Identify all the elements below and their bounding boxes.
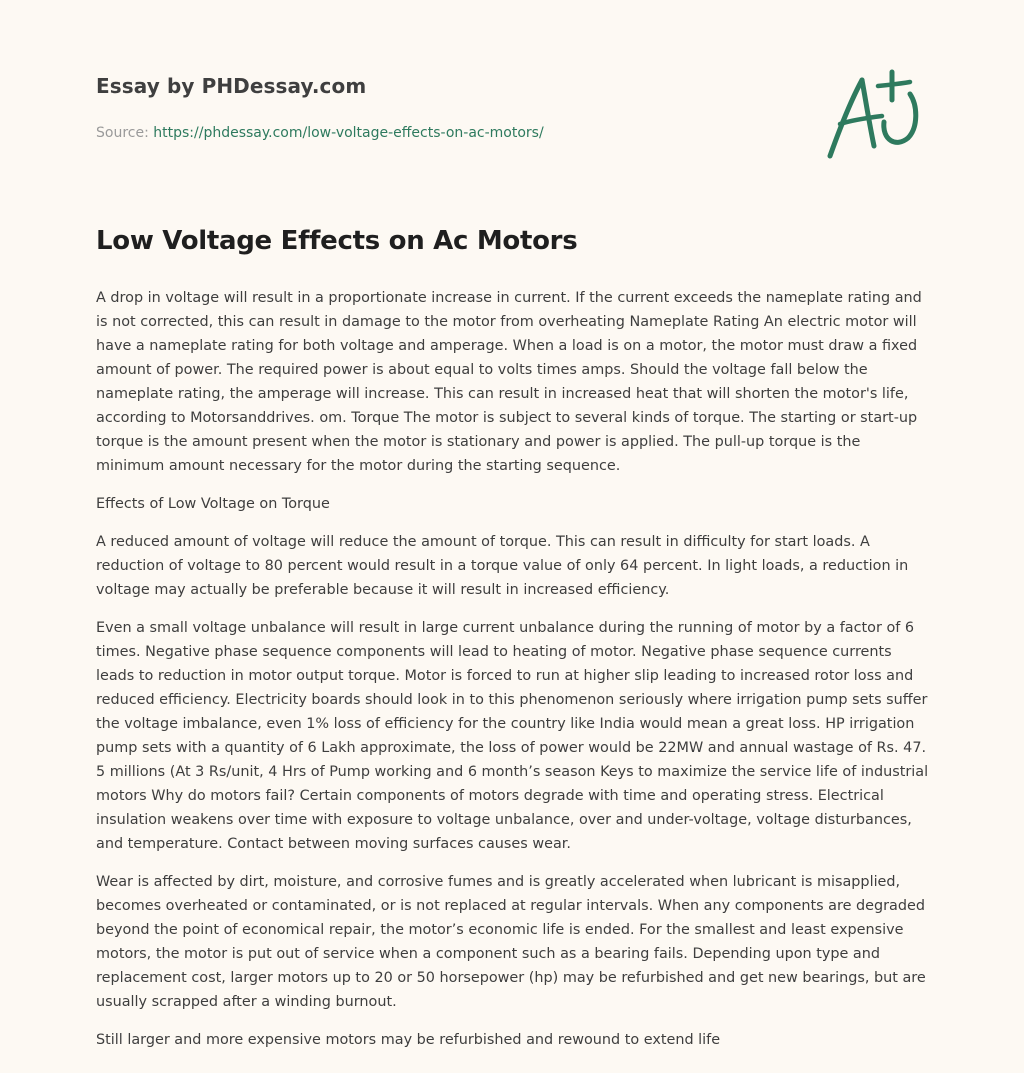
a-plus-grade-icon (822, 66, 926, 162)
source-label: Source: (96, 125, 149, 141)
brand-title: Essay by PHDessay.com (96, 74, 367, 98)
paragraph: Wear is affected by dirt, moisture, and corrosive fumes and is greatly accelerated when lubricant is misapplied, becomes overheated or contaminated, or is not replaced at regular intervals. When any components are degraded beyond the point of economical repair, the motor’s economic life is ended. For the smallest and least expensive motors, the motor is put out of service when a component such as a bearing fails. Depending upon type and replacement cost, larger motors up to 20 or 50 horsepower (hp) may be refurbished and get new bearings, but are usually scrapped after a winding burnout. (96, 874, 926, 1010)
article-body (96, 286, 929, 1066)
paragraph: Even a small voltage unbalance will result in large current unbalance during the running of motor by a factor of 6 times. Negative phase sequence components will lead to heating of motor. Negative phase sequence currents leads to reduction in motor output torque. Motor is forced to run at higher slip leading to increased rotor loss and reduced efficiency. Electricity boards should look in to this phenomenon seriously where irrigation pump sets suffer the voltage imbalance, even 1% loss of efficiency for the country like India would mean a great loss. HP irrigation pump sets with a quantity of 6 Lakh approximate, the loss of power would be 22MW and annual wastage of Rs. 47. 5 millions (At 3 Rs/unit, 4 Hrs of Pump working and 6 month’s season Keys to maximize the service life of industrial motors Why do motors fail? Certain components of motors degrade with time and operating stress. Electrical insulation weakens over time with exposure to voltage unbalance, over and under-voltage, voltage disturbances, and temperature. Contact between moving surfaces causes wear. (96, 620, 929, 852)
source-link[interactable]: https://phdessay.com/low-voltage-effects-on-ac-motors/ (153, 125, 544, 141)
paragraph: Still larger and more expensive motors may be refurbished and rewound to extend life (96, 1032, 721, 1048)
paragraph: A drop in voltage will result in a proportionate increase in current. If the current exceeds the nameplate rating and is not corrected, this can result in damage to the motor from overheating Nameplate Rating An electric motor will have a nameplate rating for both voltage and amperage. When a load is on a motor, the motor must draw a fixed amount of power. The required power is about equal to volts times amps. Should the voltage fall below the nameplate rating, the amperage will increase. This can result in increased heat that will shorten the motor's life, according to Motorsanddrives. om. Torque The motor is subject to several kinds of torque. The starting or start-up torque is the amount present when the motor is stationary and power is applied. The pull-up torque is the minimum amount necessary for the motor during the starting sequence. (96, 290, 922, 474)
source-line (96, 125, 736, 141)
article-title: Low Voltage Effects on Ac Motors (96, 226, 578, 256)
paragraph: A reduced amount of voltage will reduce the amount of torque. This can result in difficulty for start loads. A reduction of voltage to 80 percent would result in a torque value of only 64 percent. In light loads, a reduction in voltage may actually be preferable because it will result in increased efficiency. (96, 534, 909, 598)
section-heading: Effects of Low Voltage on Torque (96, 496, 330, 512)
page-header (96, 74, 736, 141)
